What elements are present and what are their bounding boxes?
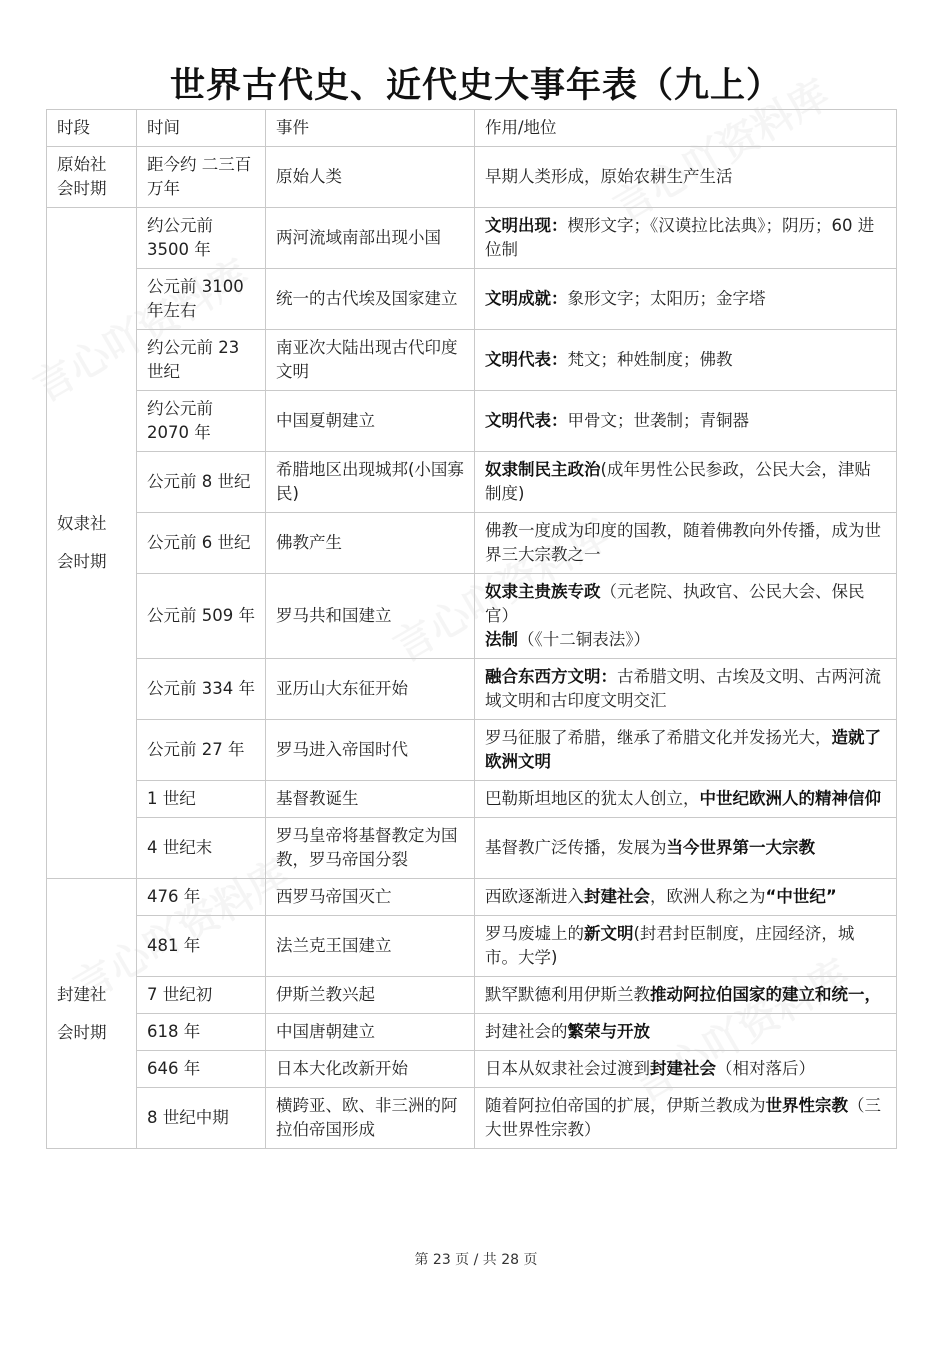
role-text: 象形文字；太阳历；金字塔 — [567, 289, 766, 308]
table-row — [47, 818, 897, 879]
event-cell: 希腊地区出现城邦(小国寡民) — [266, 452, 475, 513]
role-text: 古希腊文明、古埃及文明、古两河流域文明和古印度文明交汇 — [485, 667, 881, 710]
time-cell: 公元前 509 年 — [137, 574, 266, 659]
role-cell — [475, 916, 897, 977]
time-cell: 1 世纪 — [137, 781, 266, 818]
event-cell: 罗马皇帝将基督教定为国教，罗马帝国分裂 — [266, 818, 475, 879]
role-text: 巴勒斯坦地区的犹太人创立， — [485, 789, 700, 808]
role-text: 楔形文字；《汉谟拉比法典》；阴历；60 进位制 — [485, 216, 875, 259]
role-text: 罗马征服了希腊，继承了希腊文化并发扬光大， — [485, 728, 832, 747]
time-cell: 公元前 6 世纪 — [137, 513, 266, 574]
table-row — [47, 659, 897, 720]
time-cell: 7 世纪初 — [137, 977, 266, 1014]
time-cell: 距今约 二三百万年 — [137, 147, 266, 208]
role-text: 随着阿拉伯帝国的扩展，伊斯兰教成为 — [485, 1096, 766, 1115]
period-label: 奴隶社会时期 — [57, 514, 107, 571]
role-emphasis: 文明代表： — [485, 350, 568, 369]
table-row — [47, 1051, 897, 1088]
events-table — [46, 109, 897, 1149]
role-emphasis: 中世纪欧洲人的精神信仰 — [699, 789, 881, 808]
time-cell: 公元前 27 年 — [137, 720, 266, 781]
event-cell: 基督教诞生 — [266, 781, 475, 818]
header-event: 事件 — [266, 110, 475, 147]
role-cell — [475, 147, 897, 208]
event-cell: 中国夏朝建立 — [266, 391, 475, 452]
role-text: ，欧洲人称之为 — [650, 887, 766, 906]
table-row — [47, 391, 897, 452]
role-cell — [475, 330, 897, 391]
role-cell — [475, 208, 897, 269]
role-text: 甲骨文；世袭制；青铜器 — [567, 411, 749, 430]
event-cell: 伊斯兰教兴起 — [266, 977, 475, 1014]
event-cell: 罗马进入帝国时代 — [266, 720, 475, 781]
time-cell: 约公元前 2070 年 — [137, 391, 266, 452]
role-text: 梵文；种姓制度；佛教 — [567, 350, 733, 369]
table-row — [47, 269, 897, 330]
role-text: 早期人类形成，原始农耕生产生活 — [485, 167, 733, 186]
role-text: 西欧逐渐进入 — [485, 887, 584, 906]
event-cell: 日本大化改新开始 — [266, 1051, 475, 1088]
role-cell — [475, 513, 897, 574]
role-text: （相对落后） — [716, 1059, 815, 1078]
role-text: （三大世界性宗教） — [485, 1096, 881, 1139]
event-cell: 原始人类 — [266, 147, 475, 208]
role-emphasis: 文明出现： — [485, 216, 568, 235]
time-cell: 约公元前 23 世纪 — [137, 330, 266, 391]
role-cell — [475, 879, 897, 916]
role-emphasis: 新文明 — [584, 924, 634, 943]
table-row — [47, 208, 897, 269]
role-text: 罗马废墟上的 — [485, 924, 584, 943]
table-row — [47, 977, 897, 1014]
role-cell — [475, 574, 897, 659]
table-row — [47, 879, 897, 916]
period-cell — [47, 147, 137, 208]
role-text: （《十二铜表法》） — [518, 630, 650, 649]
page-footer: 第 23 页 / 共 28 页 — [414, 1252, 538, 1268]
role-cell — [475, 1051, 897, 1088]
time-cell: 公元前 3100 年左右 — [137, 269, 266, 330]
role-emphasis: “中世纪” — [765, 887, 837, 906]
time-cell: 公元前 8 世纪 — [137, 452, 266, 513]
time-cell: 481 年 — [137, 916, 266, 977]
table-row — [47, 452, 897, 513]
role-emphasis: 奴隶制民主政治 — [485, 460, 601, 479]
time-cell: 4 世纪末 — [137, 818, 266, 879]
page-title: 世界古代史、近代史大事年表（九上） — [169, 66, 782, 106]
event-cell: 罗马共和国建立 — [266, 574, 475, 659]
table-header-row — [47, 110, 897, 147]
table-row — [47, 330, 897, 391]
event-cell: 两河流域南部出现小国 — [266, 208, 475, 269]
role-emphasis: 融合东西方文明： — [485, 667, 617, 686]
role-emphasis: 造就了欧洲文明 — [485, 728, 881, 771]
role-text: (封君封臣制度，庄园经济，城市。大学) — [485, 924, 855, 967]
role-emphasis: 推动阿拉伯国家的建立和统一， — [650, 985, 881, 1004]
role-emphasis: 世界性宗教 — [765, 1096, 848, 1115]
table-row — [47, 1014, 897, 1051]
role-emphasis: 当今世界第一大宗教 — [666, 838, 815, 857]
table-row — [47, 720, 897, 781]
role-cell — [475, 659, 897, 720]
event-cell: 中国唐朝建立 — [266, 1014, 475, 1051]
event-cell: 佛教产生 — [266, 513, 475, 574]
period-cell — [47, 208, 137, 879]
event-cell: 南亚次大陆出现古代印度文明 — [266, 330, 475, 391]
period-cell — [47, 879, 137, 1149]
time-cell: 约公元前 3500 年 — [137, 208, 266, 269]
role-emphasis: 奴隶主贵族专政 — [485, 582, 601, 601]
period-label: 封建社会时期 — [57, 984, 107, 1042]
role-cell — [475, 720, 897, 781]
event-cell: 统一的古代埃及国家建立 — [266, 269, 475, 330]
role-cell — [475, 1014, 897, 1051]
role-emphasis: 文明成就： — [485, 289, 568, 308]
role-text: 佛教一度成为印度的国教，随着佛教向外传播，成为世界三大宗教之一 — [485, 521, 881, 564]
table-row — [47, 916, 897, 977]
role-cell — [475, 781, 897, 818]
role-cell — [475, 977, 897, 1014]
role-cell — [475, 391, 897, 452]
table-row — [47, 781, 897, 818]
header-period: 时段 — [47, 110, 137, 147]
table-row — [47, 574, 897, 659]
time-cell: 8 世纪中期 — [137, 1088, 266, 1149]
event-cell: 西罗马帝国灭亡 — [266, 879, 475, 916]
role-text: （元老院、执政官、公民大会、保民官） — [485, 582, 865, 625]
role-cell — [475, 818, 897, 879]
time-cell: 646 年 — [137, 1051, 266, 1088]
event-cell: 亚历山大东征开始 — [266, 659, 475, 720]
role-emphasis: 文明代表： — [485, 411, 568, 430]
role-cell — [475, 1088, 897, 1149]
role-text: 默罕默德利用伊斯兰教 — [485, 985, 650, 1004]
role-cell — [475, 452, 897, 513]
header-time: 时间 — [137, 110, 266, 147]
role-emphasis: 封建社会 — [584, 887, 650, 906]
role-text: 封建社会的 — [485, 1022, 568, 1041]
event-cell: 法兰克王国建立 — [266, 916, 475, 977]
role-emphasis: 法制 — [485, 630, 518, 649]
period-label: 原始社会时期 — [57, 155, 107, 198]
time-cell: 公元前 334 年 — [137, 659, 266, 720]
role-emphasis: 封建社会 — [650, 1059, 716, 1078]
role-text: (成年男性公民参政，公民大会，津贴制度) — [485, 460, 871, 503]
time-cell: 618 年 — [137, 1014, 266, 1051]
role-text: 日本从奴隶社会过渡到 — [485, 1059, 650, 1078]
table-row — [47, 1088, 897, 1149]
table-row — [47, 513, 897, 574]
header-role: 作用/地位 — [475, 110, 897, 147]
role-emphasis: 繁荣与开放 — [567, 1022, 650, 1041]
role-cell — [475, 269, 897, 330]
event-cell: 横跨亚、欧、非三洲的阿拉伯帝国形成 — [266, 1088, 475, 1149]
role-text: 基督教广泛传播，发展为 — [485, 838, 667, 857]
time-cell: 476 年 — [137, 879, 266, 916]
table-row — [47, 147, 897, 208]
